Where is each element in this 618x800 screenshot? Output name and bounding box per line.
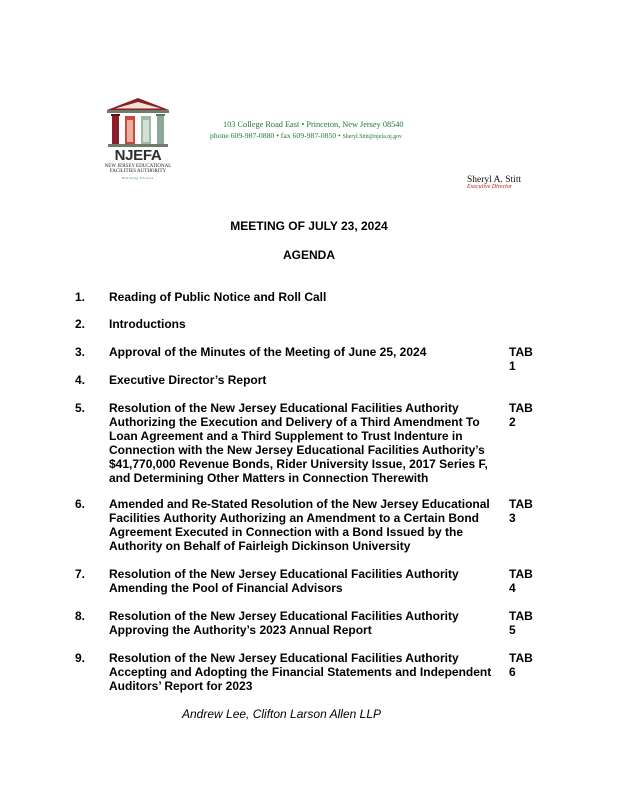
item-tab: TAB 1 <box>509 345 533 373</box>
logo-text-block <box>103 148 173 180</box>
item-text: Resolution of the New Jersey Educational Facilities Authority Approving the Authority’s 2023 Annual Report <box>109 609 459 637</box>
meeting-title: MEETING OF JULY 23, 2024 <box>230 219 388 233</box>
item-number: 5. <box>75 401 86 415</box>
phone-line <box>210 131 404 140</box>
agenda-title: AGENDA <box>282 248 335 262</box>
item-text: Amended and Re-Stated Resolution of the New Jersey Educational Facilities Authority Authorizing an Amendment to a Certain Bond Agreement Executed in Connection with a Bond Issued by the Authority on Behalf of Fairleigh Dickinson University <box>109 497 490 553</box>
letterhead-contact <box>210 120 404 140</box>
item-text: Executive Director’s Report <box>109 373 267 387</box>
item-text: Approval of the Minutes of the Meeting of June 25, 2024 <box>109 345 427 359</box>
item-tab: TAB 2 <box>509 401 533 429</box>
item-number: 3. <box>75 345 86 359</box>
phone-fax-text: phone 609-987-0880 • fax 609-987-0850 • <box>210 131 341 140</box>
item-text: Resolution of the New Jersey Educational Facilities Authority Accepting and Adopting the Financial Statements and Independent Auditors’ Report for 2023 <box>109 651 492 693</box>
item-tab: TAB 5 <box>509 609 533 637</box>
item-number: 9. <box>75 651 86 665</box>
director-signature-block <box>467 175 521 190</box>
item-text: Reading of Public Notice and Roll Call <box>109 290 327 304</box>
director-title: Executive Director <box>467 184 513 190</box>
item-number: 2. <box>75 317 86 331</box>
item-tab: TAB 3 <box>509 497 533 525</box>
logo-tagline: Building Futures <box>122 175 154 180</box>
item-number: 8. <box>75 609 86 623</box>
item-number: 6. <box>75 497 86 511</box>
address-line: 103 College Road East • Princeton, New Jersey 08540 <box>223 120 404 129</box>
item-text: Resolution of the New Jersey Educational Facilities Authority Amending the Pool of Financial Advisors <box>109 567 459 595</box>
email-text: Sheryl.Stitt@njefa.nj.gov <box>342 134 402 140</box>
item-tab: TAB 4 <box>509 567 533 595</box>
item-number: 4. <box>75 373 86 387</box>
item-tab: TAB 6 <box>509 651 533 679</box>
logo-full-name: NEW JERSEY EDUCATIONAL FACILITIES AUTHORITY <box>104 164 172 175</box>
item-number: 7. <box>75 567 86 581</box>
item-number: 1. <box>75 290 86 304</box>
item-text: Introductions <box>109 317 186 331</box>
presenter-note: Andrew Lee, Clifton Larson Allen LLP <box>182 707 382 721</box>
item-text: Resolution of the New Jersey Educational Facilities Authority Authorizing the Execution and Delivery of a Third Amendment To Loan Agreement and a Third Supplement to Trust Indenture in Connection with the New Jersey Educational Facilities Authority’s $41,770,000 Revenue Bonds, Rider University Issue, 2017 Series F, and Determining Other Matters in Connection Therewith <box>109 401 488 485</box>
logo-abbreviation: NJEFA <box>114 147 162 164</box>
director-name: Sheryl A. Stitt <box>467 175 522 185</box>
